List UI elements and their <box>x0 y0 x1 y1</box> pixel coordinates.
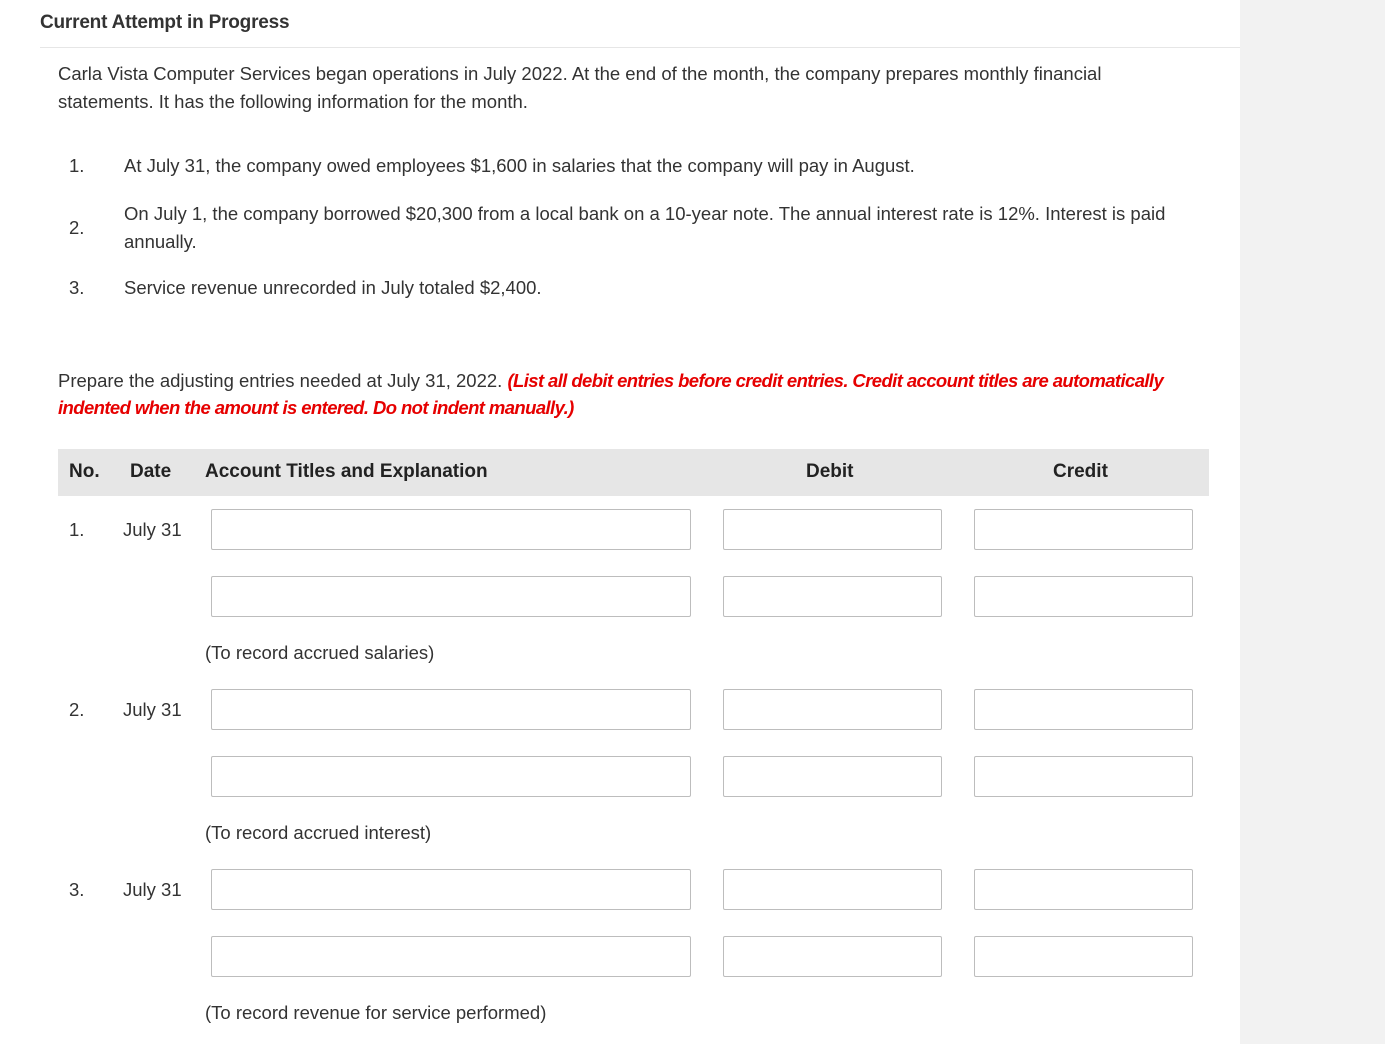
prepare-instruction <box>58 367 1198 421</box>
account-title-input[interactable] <box>211 756 691 797</box>
info-item-number: 3. <box>69 277 85 298</box>
credit-amount-input[interactable] <box>974 689 1193 730</box>
info-item-text: Service revenue unrecorded in July totaled $2,400. <box>124 277 542 298</box>
account-title-input[interactable] <box>211 576 691 617</box>
info-item <box>58 200 1188 256</box>
debit-amount-input[interactable] <box>723 509 942 550</box>
account-title-input[interactable] <box>211 936 691 977</box>
column-header-account: Account Titles and Explanation <box>205 461 488 482</box>
column-header-debit: Debit <box>806 461 854 482</box>
debit-amount-input[interactable] <box>723 869 942 910</box>
info-item-text: At July 31, the company owed employees $1,600 in salaries that the company will pay in August. <box>124 155 915 176</box>
info-item-number: 2. <box>69 217 85 238</box>
entry-explanation: (To record revenue for service performed) <box>205 1002 547 1023</box>
debit-amount-input[interactable] <box>723 576 942 617</box>
problem-intro: Carla Vista Computer Services began operations in July 2022. At the end of the month, the company prepares monthly financial statements. It has the following information for the month. <box>58 63 1102 112</box>
credit-amount-input[interactable] <box>974 936 1193 977</box>
account-title-input[interactable] <box>211 509 691 550</box>
header-divider <box>40 47 1240 48</box>
account-title-input[interactable] <box>211 689 691 730</box>
credit-amount-input[interactable] <box>974 509 1193 550</box>
attempt-title: Current Attempt in Progress <box>40 12 290 33</box>
debit-amount-input[interactable] <box>723 936 942 977</box>
entry-number: 1. <box>69 519 85 540</box>
column-header-date: Date <box>130 461 172 482</box>
entry-number: 2. <box>69 699 85 720</box>
entry-explanation: (To record accrued interest) <box>205 822 432 843</box>
entry-explanation: (To record accrued salaries) <box>205 642 435 663</box>
entry-number: 3. <box>69 879 85 900</box>
entry-instructions: (List all debit entries before credit entries. Credit account titles are automatically indented when the amount is entered. Do not indent manually.) <box>58 370 1164 418</box>
credit-amount-input[interactable] <box>974 869 1193 910</box>
journal-table-header <box>58 449 1209 496</box>
credit-amount-input[interactable] <box>974 576 1193 617</box>
entry-date: July 31 <box>123 879 182 900</box>
entry-date: July 31 <box>123 699 182 720</box>
credit-amount-input[interactable] <box>974 756 1193 797</box>
column-header-no: No. <box>69 461 100 482</box>
entry-date: July 31 <box>123 519 182 540</box>
info-item-number: 1. <box>69 155 85 176</box>
info-item-text: On July 1, the company borrowed $20,300 from a local bank on a 10-year note. The annual interest rate is 12%. Interest is paid annually. <box>124 203 1166 252</box>
account-title-input[interactable] <box>211 869 691 910</box>
debit-amount-input[interactable] <box>723 756 942 797</box>
column-header-credit: Credit <box>1053 461 1108 482</box>
debit-amount-input[interactable] <box>723 689 942 730</box>
prepare-text: Prepare the adjusting entries needed at July 31, 2022. <box>58 370 503 391</box>
